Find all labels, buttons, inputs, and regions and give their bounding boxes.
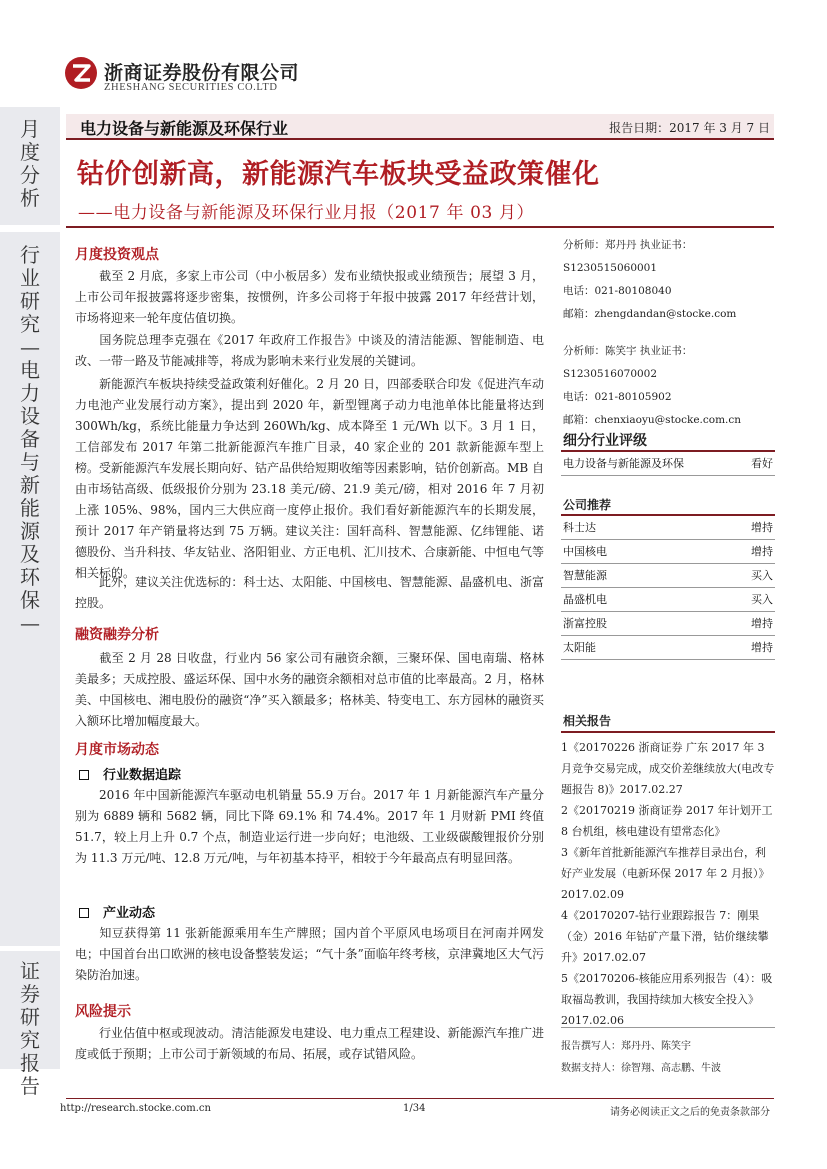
analyst-name: 分析师：陈笑宇 执业证书： — [563, 345, 693, 357]
company-rating: 增持 — [751, 641, 773, 654]
table-row — [561, 452, 775, 476]
analyst-email[interactable]: 邮箱：zhengdandan@stocke.com — [563, 308, 737, 320]
company-rating: 增持 — [751, 521, 773, 534]
footer-url[interactable]: http://research.stocke.com.cn — [60, 1103, 211, 1114]
company-logo-icon — [64, 56, 98, 90]
company-name: 智慧能源 — [563, 569, 607, 582]
company-name: 浙富控股 — [563, 617, 607, 630]
header-divider — [66, 226, 774, 228]
page-number: 1/34 — [403, 1103, 426, 1114]
report-date: 报告日期：2017 年 3 月 7 日 — [609, 121, 770, 135]
side-label-report: 证 券 研 究 报 告 — [20, 959, 40, 1098]
related-title: 相关报告 — [563, 714, 612, 728]
company-rating: 买入 — [751, 569, 773, 582]
company-name: 晶盛机电 — [563, 593, 607, 606]
section-title-risk: 风险提示 — [75, 1004, 131, 1020]
footer-divider — [66, 1098, 774, 1099]
analyst-cert: S1230515060001 — [563, 262, 658, 274]
related-report-item[interactable]: 5《20170206-核能应用系列报告（4）：吸取福岛教训，我国持续加大核安全投入》2017.02.06 — [561, 972, 773, 1027]
related-report-item[interactable]: 3《新年首批新能源汽车推荐目录出台，利好产业发展（电新环保 2017 年 2 月报）》2017.02.09 — [561, 846, 770, 901]
company-rating: 买入 — [751, 593, 773, 606]
related-list — [561, 737, 775, 1031]
related-report-item[interactable]: 2《20170219 浙商证券 2017 年计划开工 8 台机组，核电建设有望常态化》 — [561, 804, 773, 838]
company-name-cn: 浙商证券股份有限公司 — [104, 62, 300, 84]
footer-disclaimer: 请务必阅读正文之后的免责条款部分 — [610, 1107, 770, 1118]
analyst-phone: 电话：021-80105902 — [563, 391, 672, 403]
section-title-investment-view: 月度投资观点 — [75, 247, 159, 263]
checkbox-square-icon — [79, 770, 89, 780]
table-row — [561, 564, 775, 588]
side-label-research: 行 业 研 究 — 电 力 设 备 与 新 能 源 及 环 保 — — [20, 243, 40, 635]
company-rating: 增持 — [751, 617, 773, 630]
recommend-table — [561, 516, 775, 660]
checkbox-square-icon — [79, 908, 89, 918]
rating-industry: 电力设备与新能源及环保 — [563, 457, 684, 470]
analyst-name: 分析师：郑丹丹 执业证书： — [563, 239, 693, 251]
rating-title: 细分行业评级 — [563, 433, 647, 449]
credit-supporters: 数据支持人：徐智翔、高志鹏、牛波 — [561, 1063, 721, 1074]
rating-table — [561, 452, 775, 476]
side-label-monthly: 月 度 分 析 — [20, 117, 40, 210]
analyst-block-2 — [563, 340, 773, 432]
company-name: 中国核电 — [563, 545, 607, 558]
bullet-industry-news: 产业动态 — [79, 902, 155, 921]
table-row — [561, 636, 775, 660]
industry-title: 电力设备与新能源及环保行业 — [80, 119, 289, 138]
table-row — [561, 588, 775, 612]
bullet-industry-data: 行业数据追踪 — [79, 764, 181, 783]
report-subtitle: ——电力设备与新能源及环保行业月报（2017 年 03 月） — [78, 203, 535, 223]
related-report-item[interactable]: 4《20170207-钴行业跟踪报告 7：刚果（金）2016 年钴矿产量下滑，钴价继续攀升》2017.02.07 — [561, 909, 769, 964]
report-title: 钴价创新高，新能源汽车板块受益政策催化 — [77, 159, 600, 190]
analyst-email[interactable]: 邮箱：chenxiaoyu@stocke.com.cn — [563, 414, 742, 426]
credits-divider — [561, 1027, 775, 1028]
section-title-market-news: 月度市场动态 — [75, 742, 159, 758]
credit-authors: 报告撰写人：郑丹丹、陈笑宇 — [561, 1041, 691, 1052]
paragraph: 截至 2 月底，多家上市公司（中小板居多）发布业绩快报或业绩预告；展望 3 月，上市公司年报披露将逐步密集，按惯例，许多公司将于年报中披露 2017 年经营计划，市场将迎来一轮年度估值切换。 — [75, 269, 544, 325]
rating-value: 看好 — [751, 457, 773, 470]
table-row — [561, 540, 775, 564]
company-name: 太阳能 — [563, 641, 596, 654]
paragraph: 此外，建议关注优选标的：科士达、太阳能、中国核电、智慧能源、晶盛机电、浙富控股。 — [75, 575, 544, 610]
analyst-phone: 电话：021-80108040 — [563, 285, 672, 297]
recommend-title: 公司推荐 — [563, 498, 612, 512]
company-rating: 增持 — [751, 545, 773, 558]
table-row — [561, 516, 775, 540]
company-name-en: ZHESHANG SECURITIES CO.LTD — [104, 82, 278, 93]
company-name: 科士达 — [563, 521, 596, 534]
paragraph: 国务院总理李克强在《2017 年政府工作报告》中谈及的清洁能源、智能制造、电改、一带一路及节能减排等，将成为影响未来行业发展的关键词。 — [75, 333, 544, 368]
paragraph: 2016 年中国新能源汽车驱动电机销量 55.9 万台。2017 年 1 月新能源汽车产量分别为 6889 辆和 5682 辆，同比下降 69.1% 和 74.4%。2017 年 1 月财新 PMI 终值 51.7，较上月上升 0.7 个点，制造业运行进一步向好；电池级、工业级碳酸锂报价分别为 11.3 万元/吨、12.8 万元/吨，与年初基本持平，相较于今年最高点有明显回落。 — [75, 788, 544, 865]
paragraph: 截至 2 月 28 日收盘，行业内 56 家公司有融资余额，三聚环保、国电南瑞、格林美最多；天成控股、盛运环保、国中水务的融资余额相对总市值的比率最高。2 月，格林美、中国核电、湘电股份的融资“净”买入额最多；格林美、特变电工、东方园林的融资买入额环比增加幅度最大。 — [75, 651, 544, 728]
related-divider — [561, 731, 775, 733]
analyst-block-1 — [563, 234, 773, 326]
paragraph: 知豆获得第 11 张新能源乘用车生产牌照；国内首个平原风电场项目在河南并网发电；中国首台出口欧洲的核电设备整装发运；“气十条”面临年终考核，京津冀地区大气污染防治加速。 — [75, 926, 544, 982]
related-report-item[interactable]: 1《20170226 浙商证券 广东 2017 年 3 月竞争交易完成，成交价差继续放大(电改专题报告 8)》2017.02.27 — [561, 741, 775, 796]
paragraph: 新能源汽车板块持续受益政策利好催化。2 月 20 日，四部委联合印发《促进汽车动力电池产业发展行动方案》，提出到 2020 年，新型锂离子动力电池单体比能量将达到 300Wh/kg，系统比能量力争达到 260Wh/kg、成本降至 1 元/Wh 以下。3 月 1 日，工信部发布 2017 年第二批新能源汽车推广目录，40 家企业的 201 款新能源车型上榜。受新能源汽车发展长期向好、钴产品供给短期收缩等因素影响，钴价创新高。MB 自由市场钴高级、低级报价分别为 23.18 美元/磅、21.9 美元/磅，相对 2016 年 7 月初上涨 105%、98%，国内三大供应商一度停止报价。我们看好新能源汽车的长期发展，预计 2017 年产销量将达到 75 万辆。建议关注：国轩高科、智慧能源、亿纬锂能、诺德股份、当升科技、华友钴业、洛阳钼业、方正电机、汇川技术、合康新能、中恒电气等相关标的。 — [75, 377, 544, 580]
paragraph: 行业估值中枢或现波动。清洁能源发电建设、电力重点工程建设、新能源汽车推广进度或低于预期；上市公司于新领域的布局、拓展，或存试错风险。 — [75, 1026, 544, 1061]
analyst-cert: S1230516070002 — [563, 368, 658, 380]
table-row — [561, 612, 775, 636]
section-title-margin-trading: 融资融券分析 — [75, 627, 159, 643]
